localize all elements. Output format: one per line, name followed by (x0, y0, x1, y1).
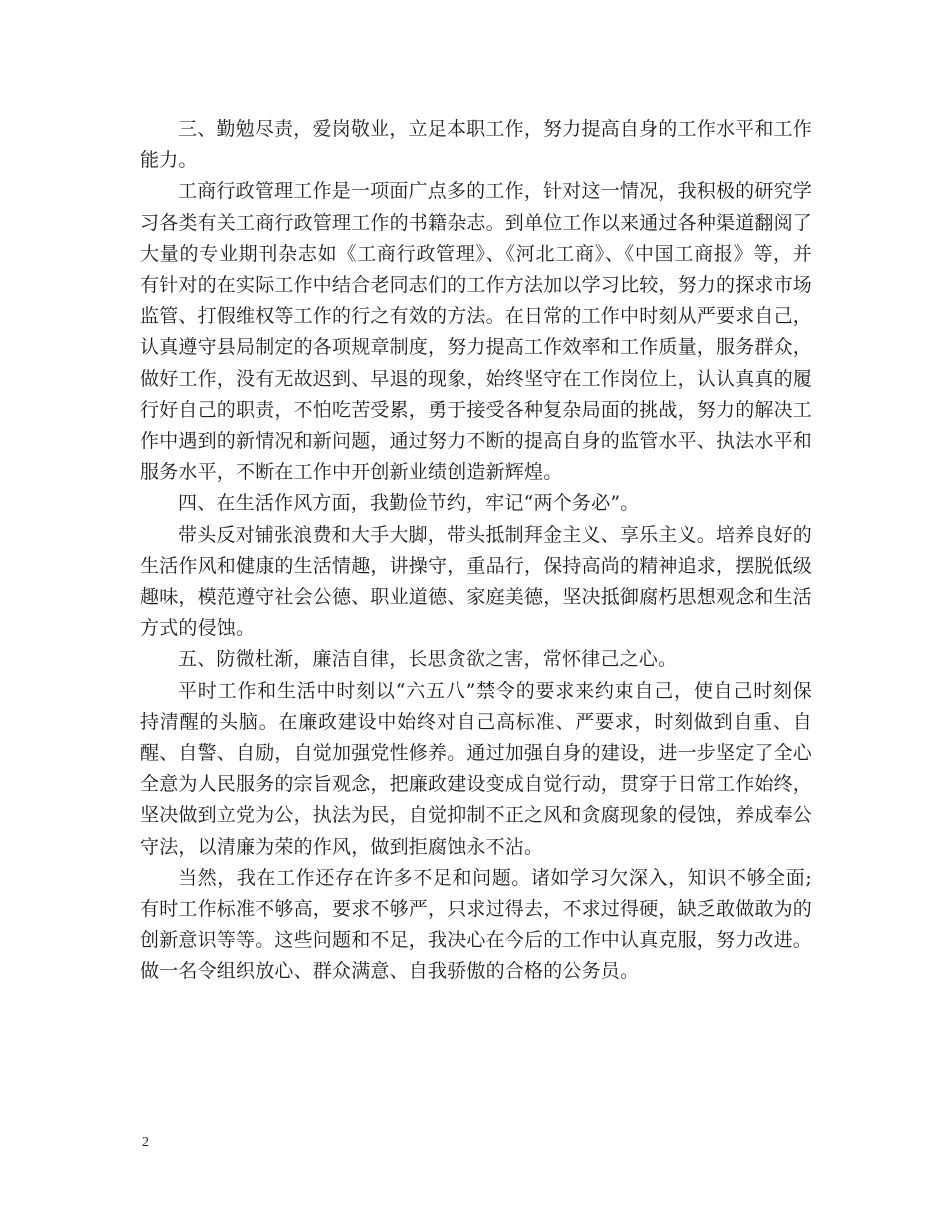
page-number: 2 (142, 1135, 149, 1150)
paragraph-section-4-heading: 四、在生活作风方面，我勤俭节约，牢记“两个务必”。 (178, 492, 640, 515)
paragraph-shortcomings: 当然，我在工作还存在许多不足和问题。诸如学习欠深入，知识不够全面;有时工作标准不够高，要求不够严，只求过得去，不求过得硬，缺乏敢做敢为的创新意识等等。这些问题和不足，我决心在今后的工作中认真克服，努力改进。做一名令组织放心、群众满意、自我骄傲的合格的公务员。 (140, 866, 813, 983)
paragraph-integrity: 平时工作和生活中时刻以“六五八”禁令的要求来约束自己，使自己时刻保持清醒的头脑。在廉政建设中始终对自己高标准、严要求，时刻做到自重、自醒、自警、自励，自觉加强党性修养。通过加强自身的建设，进一步坚定了全心全意为人民服务的宗旨观念，把廉政建设变成自觉行动，贯穿于日常工作始终，坚决做到立党为公，执法为民，自觉抑制不正之风和贪腐现象的侵蚀，养成奉公守法，以清廉为荣的作风，做到拒腐蚀永不沾。 (140, 679, 813, 858)
paragraph-lifestyle: 带头反对铺张浪费和大手大脚，带头抵制拜金主义、享乐主义。培养良好的生活作风和健康的生活情趣，讲操守，重品行，保持高尚的精神追求，摆脱低级趣味，模范遵守社会公德、职业道德、家庭美德，坚决抵御腐朽思想观念和生活方式的侵蚀。 (140, 523, 813, 640)
paragraph-work-study: 工商行政管理工作是一项面广点多的工作，针对这一情况，我积极的研究学习各类有关工商行政管理工作的书籍杂志。到单位工作以来通过各种渠道翻阅了大量的专业期刊杂志如《工商行政管理》、《河北工商》、《中国工商报》等，并有针对的在实际工作中结合老同志们的工作方法加以学习比较，努力的探求市场监管、打假维权等工作的行之有效的方法。在日常的工作中时刻从严要求自己，认真遵守县局制定的各项规章制度，努力提高工作效率和工作质量，服务群众，做好工作，没有无故迟到、早退的现象，始终坚守在工作岗位上，认认真真的履行好自己的职责，不怕吃苦受累，勇于接受各种复杂局面的挑战，努力的解决工作中遇到的新情况和新问题，通过努力不断的提高自身的监管水平、执法水平和服务水平，不断在工作中开创新业绩创造新辉煌。 (140, 180, 813, 484)
paragraph-section-3-heading: 三、勤勉尽责，爱岗敬业，立足本职工作，努力提高自身的工作水平和工作能力。 (140, 118, 812, 172)
document-body (140, 114, 812, 988)
paragraph-section-5-heading: 五、防微杜渐，廉洁自律，长思贪欲之害，常怀律己之心。 (178, 648, 678, 671)
